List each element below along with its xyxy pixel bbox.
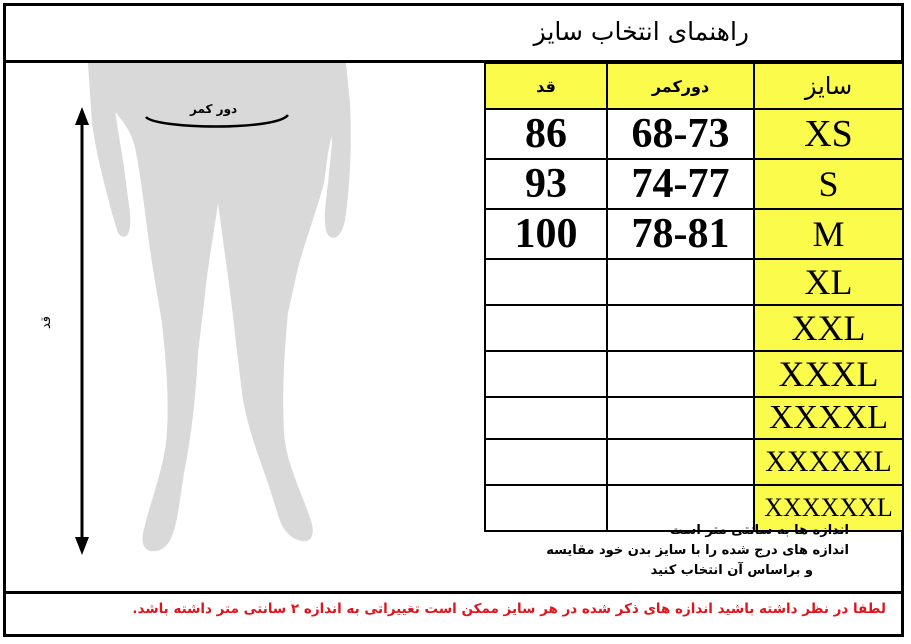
table-row [485, 259, 903, 305]
waist-value-cell [607, 259, 754, 305]
header-waist: دورکمر [607, 63, 754, 109]
size-label-cell: XS [754, 109, 903, 159]
table-row [485, 439, 903, 485]
size-label-cell: XXXL [754, 351, 903, 397]
table-row [485, 209, 903, 259]
size-label-cell: XXXXXL [754, 439, 903, 485]
size-table [484, 62, 904, 532]
height-measure-arrow [75, 107, 89, 555]
size-label-cell: M [754, 209, 903, 259]
table-header-row [485, 63, 903, 109]
height-value-cell [485, 305, 607, 351]
waist-value-cell: 68-73 [607, 109, 754, 159]
height-value-cell: 93 [485, 159, 607, 209]
page-title: راهنمای انتخاب سایز [533, 17, 749, 46]
height-value-cell: 100 [485, 209, 607, 259]
height-value-cell [485, 351, 607, 397]
body-figure-illustration [6, 63, 482, 591]
table-row [485, 109, 903, 159]
height-value-cell: 86 [485, 109, 607, 159]
waist-value-cell: 78-81 [607, 209, 754, 259]
size-label-cell: S [754, 159, 903, 209]
note-line: اندازه های درج شده را با سایز بدن خود مقایسه [546, 543, 849, 558]
header-size: سایز [754, 63, 903, 109]
waist-value-cell [607, 397, 754, 439]
note-line: اندازه ها به سانتی متر است [669, 523, 849, 538]
table-row [485, 397, 903, 439]
body-silhouette [88, 63, 351, 551]
footer-warning: لطفا در نظر داشته باشید اندازه های ذکر شده در هر سایز ممکن است تغییراتی به اندازه ۲ سانتی متر داشته باشد. [132, 601, 886, 617]
title-bar [3, 3, 904, 63]
waist-value-cell [607, 351, 754, 397]
height-value-cell [485, 439, 607, 485]
size-label-cell: XXXXL [754, 397, 903, 439]
height-label: قد [39, 315, 55, 330]
height-value-cell [485, 397, 607, 439]
footer-divider [3, 591, 904, 594]
table-row [485, 159, 903, 209]
table-row [485, 305, 903, 351]
size-label-cell: XXXXXXL [754, 485, 903, 531]
measurement-notes [546, 521, 849, 581]
note-line: و براساس آن انتخاب کنید [650, 563, 813, 578]
table-row [485, 351, 903, 397]
size-label-cell: XXL [754, 305, 903, 351]
waist-value-cell [607, 439, 754, 485]
waist-value-cell: 74-77 [607, 159, 754, 209]
waist-value-cell [607, 305, 754, 351]
waist-label: دور کمر [190, 102, 238, 116]
height-value-cell [485, 259, 607, 305]
size-label-cell: XL [754, 259, 903, 305]
header-height: قد [485, 63, 607, 109]
